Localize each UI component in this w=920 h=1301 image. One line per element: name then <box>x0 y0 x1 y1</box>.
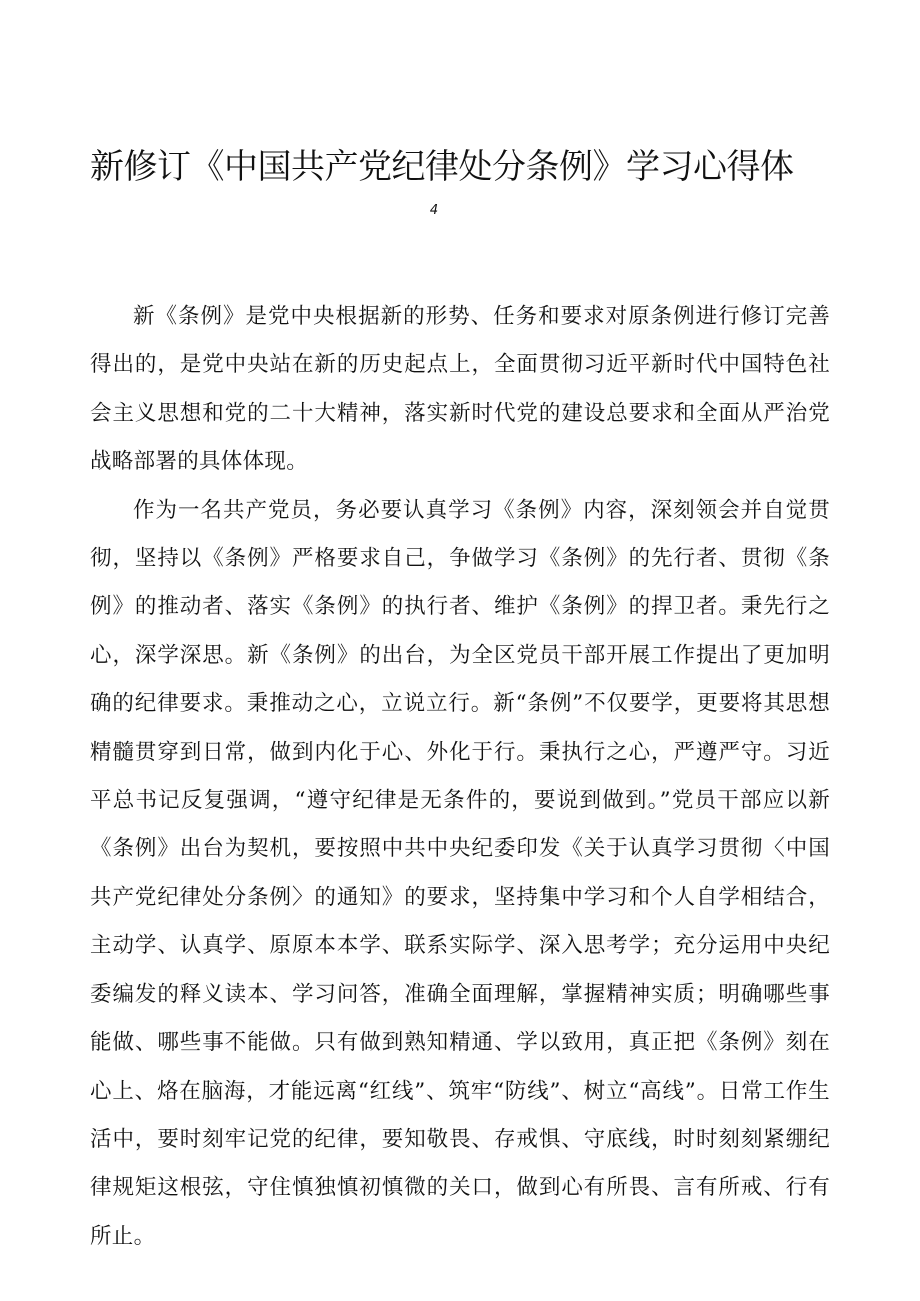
document-body <box>90 293 830 1261</box>
document-subtitle: 4 <box>429 203 439 218</box>
document-title: 新修订《中国共产党纪律处分条例》学习心得体 <box>90 147 794 187</box>
paragraph-1: 新《条例》是党中央根据新的形势、任务和要求对原条例进行修订完善得出的，是党中央站在新的历史起点上，全面贯彻习近平新时代中国特色社会主义思想和党的二十大精神，落实新时代党的建设总要求和全面从严治党战略部署的具体体现。 <box>90 304 830 475</box>
paragraph-2: 作为一名共产党员，务必要认真学习《条例》内容，深刻领会并自觉贯彻，坚持以《条例》严格要求自己，争做学习《条例》的先行者、贯彻《条例》的推动者、落实《条例》的执行者、维护《条例》的捍卫者。秉先行之心，深学深思。新《条例》的出台，为全区党员干部开展工作提出了更加明确的纪律要求。秉推动之心，立说立行。新“条例”不仅要学，更要将其思想精髓贯穿到日常，做到内化于心、外化于行。秉执行之心，严遵严守。习近平总书记反复强调，“遵守纪律是无条件的，要说到做到。”党员干部应以新《条例》出台为契机，要按照中共中央纪委印发《关于认真学习贯彻〈中国共产党纪律处分条例〉的通知》的要求，坚持集中学习和个人自学相结合，主动学、认真学、原原本本学、联系实际学、深入思考学；充分运用中央纪委编发的释义读本、学习问答，准确全面理解，掌握精神实质；明确哪些事能做、哪些事不能做。只有做到熟知精通、学以致用，真正把《条例》刻在心上、烙在脑海，才能远离“红线”、筑牢“防线”、树立“高线”。日常工作生活中，要时刻牢记党的纪律，要知敬畏、存戒惧、守底线，时时刻刻紧绷纪律规矩这根弦，守住慎独慎初慎微的关口，做到心有所畏、言有所戒、行有所止。 <box>90 497 830 1249</box>
